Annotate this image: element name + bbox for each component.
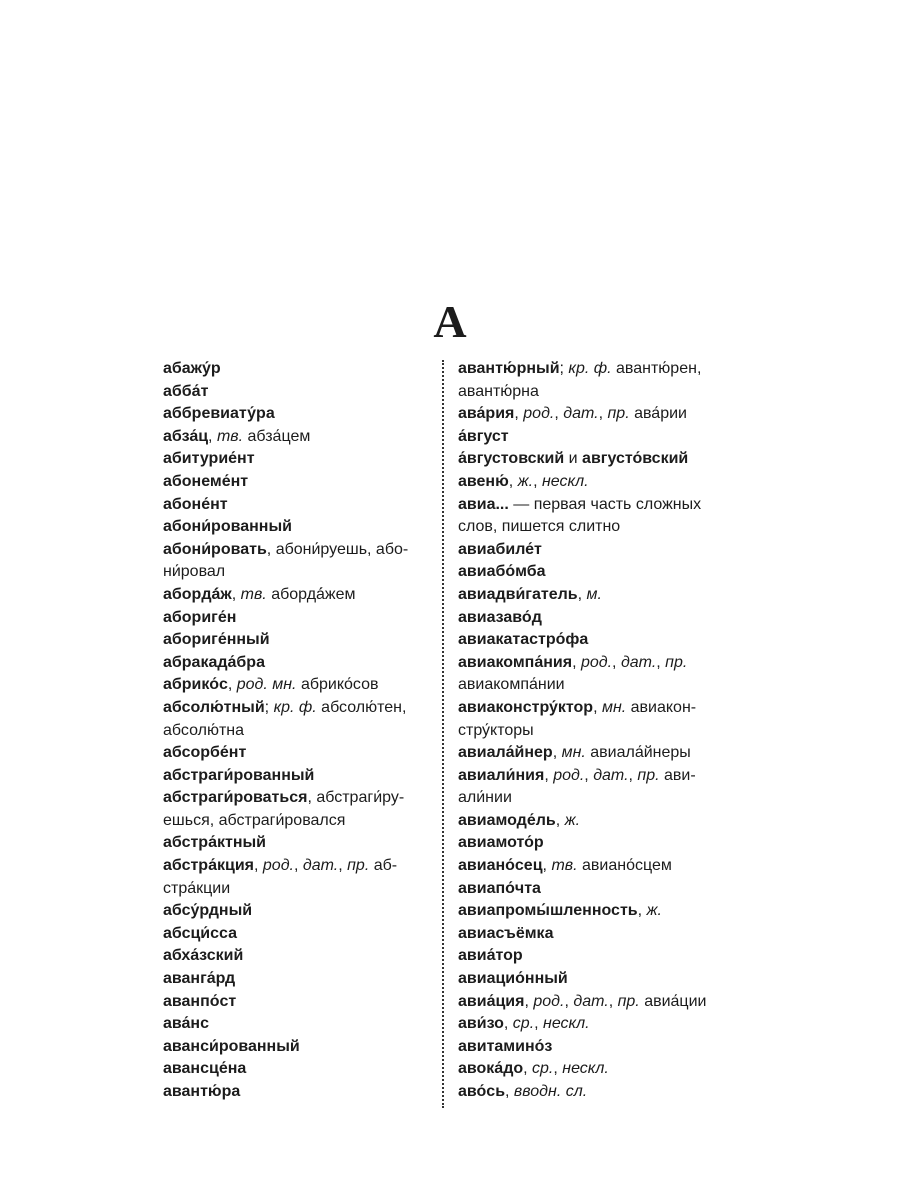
dictionary-entry [458, 900, 728, 923]
entry-text: , [338, 857, 348, 875]
headword: аванси́рованный [163, 1037, 300, 1055]
headword: абстраги́роваться [163, 789, 308, 807]
entry-text: и [564, 450, 583, 468]
entry-text: , [293, 857, 303, 875]
dictionary-entry [163, 607, 425, 630]
entry-text: , [544, 766, 554, 784]
dictionary-entry [163, 403, 425, 426]
entry-text: , [637, 902, 647, 920]
grammar-label: нескл. [562, 1060, 609, 1078]
entry-text: , [534, 1015, 544, 1033]
dictionary-entry [163, 584, 425, 607]
headword: авиацио́нный [458, 970, 568, 988]
headword: абза́ц [163, 427, 209, 445]
headword: абони́ровать [163, 540, 267, 558]
entry-text: , [577, 585, 587, 603]
dictionary-entry [163, 539, 425, 562]
headword: аванга́рд [163, 970, 236, 988]
grammar-label: вводн. сл. [513, 1083, 588, 1100]
entry-text: стру́кторы [458, 721, 534, 739]
grammar-label: мн. [561, 744, 586, 762]
headword: абстра́ктный [163, 834, 266, 852]
headword: авиакатастро́фа [458, 631, 589, 649]
entry-text: ава́рии [629, 405, 687, 423]
dictionary-entry [458, 607, 728, 630]
left-column [163, 358, 425, 1104]
dictionary-entry [458, 561, 728, 584]
headword: авиапо́чта [458, 879, 541, 897]
entry-text: авантю́рен, [611, 360, 702, 377]
entry-text: , [523, 1060, 533, 1078]
headword: авиала́йнер [458, 744, 553, 762]
grammar-label: дат. [593, 766, 629, 784]
entry-text: абза́цем [243, 427, 311, 445]
headword: а́вгустовский [458, 450, 565, 468]
entry-text: ; [264, 698, 274, 716]
grammar-label: м. [586, 585, 602, 603]
entry-text: ави- [659, 766, 696, 784]
headword: авеню́ [458, 472, 509, 490]
grammar-label: род. мн. [236, 676, 297, 694]
dictionary-entry [458, 629, 728, 652]
dictionary-entry [458, 968, 728, 991]
entry-text: , [593, 698, 602, 716]
headword: ава́нс [163, 1015, 209, 1033]
dictionary-entry [458, 697, 728, 720]
entry-text: , [572, 653, 581, 671]
section-letter-heading: А [433, 296, 467, 347]
entry-text: , [542, 857, 552, 875]
entry-text: аб- [369, 857, 398, 875]
dictionary-entry [458, 494, 728, 517]
entry-text: , [505, 1083, 514, 1100]
headword: авансце́на [163, 1060, 247, 1078]
dictionary-entry [163, 426, 425, 449]
headword: абрико́с [163, 676, 228, 694]
headword: авантю́ра [163, 1083, 241, 1100]
headword: авиа́тор [458, 947, 523, 965]
dictionary-entry [163, 900, 425, 923]
headword: аббревиату́ра [163, 405, 275, 423]
headword: авока́до [458, 1060, 524, 1078]
entry-text: , [552, 744, 562, 762]
dictionary-entry [458, 1013, 728, 1036]
grammar-label: тв. [551, 857, 578, 875]
dictionary-entry [458, 584, 728, 607]
entry-text: , [553, 1060, 563, 1078]
grammar-label: дат. [620, 653, 657, 671]
dictionary-entry-continuation [163, 561, 425, 584]
headword: авиазаво́д [458, 608, 542, 626]
entry-text: , [554, 405, 564, 423]
headword: абони́рованный [163, 518, 292, 536]
dictionary-entry [458, 358, 728, 381]
entry-text: , абони́руешь, або- [266, 540, 409, 558]
grammar-label: род. [533, 992, 565, 1010]
headword: абитурие́нт [163, 450, 255, 468]
entry-text: ни́ровал [163, 563, 226, 581]
grammar-label: нескл. [543, 1015, 590, 1033]
headword: августо́вский [582, 450, 689, 468]
entry-text: , [608, 992, 618, 1010]
grammar-label: ж. [517, 472, 534, 490]
dictionary-entry-continuation [458, 787, 728, 810]
right-column [458, 358, 728, 1104]
headword: абсорбе́нт [163, 744, 247, 762]
grammar-label: ж. [646, 902, 662, 920]
entry-text: авиа́ции [639, 992, 707, 1010]
headword: абба́т [163, 382, 209, 400]
dictionary-entry [458, 652, 728, 675]
entry-text: авиала́йнеры [585, 744, 691, 762]
headword: абонеме́нт [163, 472, 249, 490]
dictionary-entry [163, 765, 425, 788]
entry-text: , [628, 766, 638, 784]
headword: абракада́бра [163, 653, 265, 671]
entry-text: абсолю́тна [163, 721, 245, 739]
dictionary-entry [163, 968, 425, 991]
headword: авитамино́з [458, 1037, 553, 1055]
grammar-label: пр. [607, 405, 630, 423]
entry-text: авантю́рна [458, 382, 539, 400]
headword: аванпо́ст [163, 992, 237, 1010]
headword: авиаконстру́ктор [458, 698, 594, 716]
dictionary-entry [163, 471, 425, 494]
grammar-label: дат. [573, 992, 609, 1010]
dictionary-entry [458, 810, 728, 833]
dictionary-entry [458, 923, 728, 946]
headword: абориге́нный [163, 631, 270, 649]
grammar-label: пр. [347, 857, 370, 875]
dictionary-entry-continuation [163, 878, 425, 901]
dictionary-entry [163, 358, 425, 381]
grammar-label: род. [523, 405, 555, 423]
headword: аво́сь [458, 1083, 506, 1100]
dictionary-entry [458, 945, 728, 968]
entry-text: , [612, 653, 621, 671]
entry-text: — первая часть сложных [508, 495, 702, 513]
grammar-label: тв. [216, 427, 244, 445]
grammar-label: род. [262, 857, 294, 875]
entry-text: , [508, 472, 518, 490]
dictionary-entry [163, 787, 425, 810]
column-divider [442, 360, 444, 1108]
dictionary-entry [458, 742, 728, 765]
entry-text: , [503, 1015, 513, 1033]
dictionary-entry [163, 742, 425, 765]
dictionary-entry [163, 697, 425, 720]
grammar-label: ж. [564, 811, 581, 829]
grammar-label: пр. [665, 653, 688, 671]
dictionary-entry [163, 381, 425, 404]
dictionary-entry [163, 832, 425, 855]
dictionary-entry [458, 448, 728, 471]
entry-text: абсолю́тен, [316, 698, 407, 716]
entry-text: , [598, 405, 608, 423]
dictionary-entry [163, 448, 425, 471]
entry-text: , [584, 766, 594, 784]
entry-text: стра́кции [163, 879, 231, 897]
dictionary-entry [163, 652, 425, 675]
headword: авиано́сец [458, 857, 543, 875]
headword: авиасъёмка [458, 924, 554, 942]
entry-text: ешься, абстраги́ровался [163, 811, 346, 829]
grammar-label: пр. [637, 766, 660, 784]
headword: авиали́ния [458, 766, 545, 784]
dictionary-entry [163, 855, 425, 878]
headword: авиадви́гатель [458, 585, 578, 603]
dictionary-entry-continuation [458, 674, 728, 697]
dictionary-entry [163, 1013, 425, 1036]
entry-text: , [231, 585, 241, 603]
entry-text: слов, пишется слитно [458, 518, 621, 536]
entry-text: , абстраги́ру- [307, 789, 405, 807]
dictionary-entry [458, 426, 728, 449]
dictionary-entry [163, 991, 425, 1014]
headword: а́вгуст [458, 427, 509, 445]
dictionary-entry [163, 494, 425, 517]
entry-text: , [524, 992, 534, 1010]
dictionary-entry [458, 1081, 728, 1104]
grammar-label: кр. ф. [273, 698, 317, 716]
headword: авиа́ция [458, 992, 525, 1010]
dictionary-entry [458, 1058, 728, 1081]
headword: абха́зский [163, 947, 244, 965]
headword: абажу́р [163, 360, 221, 377]
dictionary-entry-continuation [458, 381, 728, 404]
grammar-label: пр. [617, 992, 640, 1010]
headword: абсци́сса [163, 924, 238, 942]
grammar-label: кр. ф. [568, 360, 612, 377]
entry-text: абрико́сов [296, 676, 379, 694]
dictionary-entry [458, 539, 728, 562]
grammar-label: ср. [532, 1060, 554, 1078]
entry-text: , [254, 857, 263, 875]
dictionary-entry-continuation [163, 810, 425, 833]
grammar-label: род. [580, 653, 613, 671]
headword: абстраги́рованный [163, 766, 315, 784]
entry-text: , [208, 427, 217, 445]
grammar-label: дат. [563, 405, 599, 423]
headword: абсу́рдный [163, 902, 253, 920]
headword: авиабиле́т [458, 540, 542, 558]
headword: ава́рия [458, 405, 515, 423]
entry-text: , [555, 811, 565, 829]
headword: авиакомпа́ния [458, 653, 573, 671]
headword: авиамоде́ль [458, 811, 556, 829]
dictionary-entry-continuation [458, 516, 728, 539]
entry-text: , [656, 653, 666, 671]
entry-text: авиано́сцем [577, 857, 672, 875]
entry-text: авиакомпа́нии [458, 676, 565, 694]
dictionary-entry-continuation [163, 720, 425, 743]
dictionary-entry [458, 991, 728, 1014]
dictionary-entry [458, 765, 728, 788]
headword: ави́зо [458, 1015, 504, 1033]
entry-text: авиакон- [626, 698, 697, 716]
dictionary-entry [458, 832, 728, 855]
grammar-label: род. [553, 766, 585, 784]
entry-text: , [514, 405, 524, 423]
grammar-label: дат. [302, 857, 339, 875]
headword: абсолю́тный [163, 698, 265, 716]
grammar-label: нескл. [541, 472, 589, 490]
grammar-label: мн. [601, 698, 627, 716]
dictionary-entry [458, 471, 728, 494]
headword: авиапромы́шленность [458, 902, 638, 920]
headword: абоне́нт [163, 495, 228, 513]
dictionary-entry [163, 674, 425, 697]
headword: абориге́н [163, 608, 237, 626]
headword: авантю́рный [458, 360, 560, 377]
dictionary-entry [458, 878, 728, 901]
dictionary-entry [458, 855, 728, 878]
headword: абстра́кция [163, 857, 254, 875]
dictionary-entry [163, 923, 425, 946]
dictionary-entry [458, 403, 728, 426]
dictionary-entry [163, 516, 425, 539]
grammar-label: ср. [512, 1015, 535, 1033]
dictionary-entry [163, 1058, 425, 1081]
dictionary-entry [163, 1081, 425, 1104]
headword: авиабо́мба [458, 563, 546, 581]
entry-text: , [227, 676, 237, 694]
entry-text: , [564, 992, 574, 1010]
entry-text: али́нии [458, 789, 512, 807]
headword: aбopдá́ж [163, 585, 232, 603]
entry-text: абордá́жем [266, 585, 356, 603]
dictionary-entry [458, 1036, 728, 1059]
entry-text: ; [559, 360, 569, 377]
headword: авиамото́р [458, 834, 544, 852]
dictionary-entry-continuation [458, 720, 728, 743]
entry-text: , [533, 472, 542, 490]
dictionary-entry [163, 629, 425, 652]
headword: авиа... [458, 495, 509, 513]
dictionary-entry [163, 945, 425, 968]
dictionary-entry [163, 1036, 425, 1059]
grammar-label: тв. [240, 585, 267, 603]
